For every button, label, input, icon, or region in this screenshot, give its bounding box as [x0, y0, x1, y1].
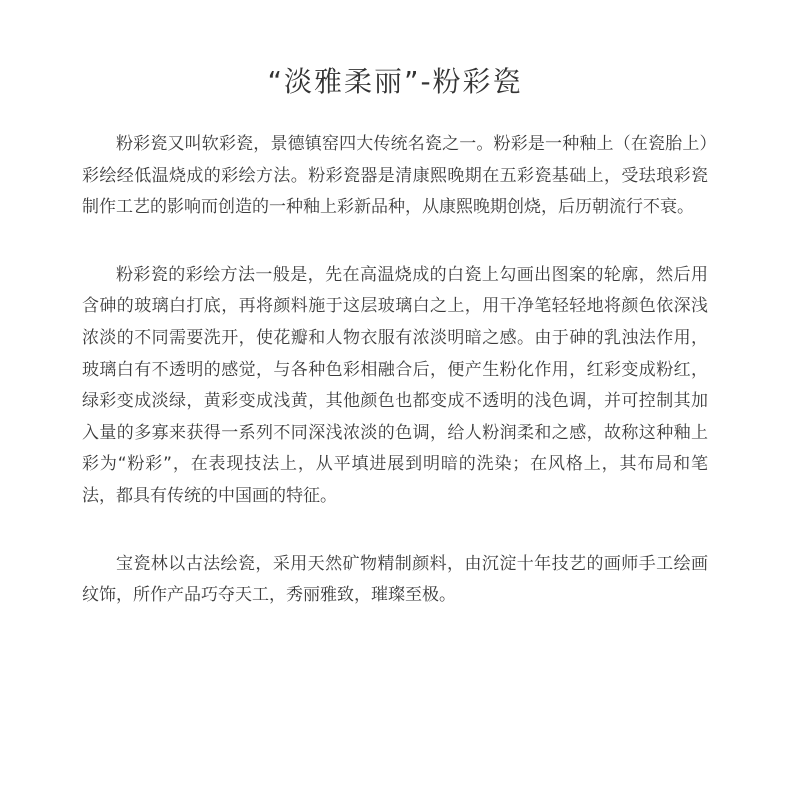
article-paragraph-technique: 粉彩瓷的彩绘方法一般是，先在高温烧成的白瓷上勾画出图案的轮廓，然后用含砷的玻璃白打底，再将颜料施于这层玻璃白之上，用干净笔轻轻地将颜色依深浅浓淡的不同需要洗开，使花瓣和人物衣服有浓淡明暗之感。由于砷的乳浊法作用，玻璃白有不透明的感觉，与各种色彩相融合后，便产生粉化作用，红彩变成粉红，绿彩变成淡绿，黄彩变成浅黄，其他颜色也都变成不透明的浅色调，并可控制其加入量的多寡来获得一系列不同深浅浓淡的色调，给人粉润柔和之感，故称这种釉上彩为“粉彩”，在表现技法上，从平填进展到明暗的洗染；在风格上，其布局和笔法，都具有传统的中国画的特征。: [82, 264, 708, 506]
article-paragraph-intro: 粉彩瓷又叫软彩瓷，景德镇窑四大传统名瓷之一。粉彩是一种釉上（在瓷胎上）彩绘经低温烧成的彩绘方法。粉彩瓷器是清康熙晚期在五彩瓷基础上，受珐琅彩瓷制作工艺的影响而创造的一种釉上彩新品种，从康熙晚期创烧，后历朝流行不衰。: [82, 134, 708, 218]
article-paragraph-brand: 宝瓷林以古法绘瓷，采用天然矿物精制颜料，由沉淀十年技艺的画师手工绘画纹饰，所作产品巧夺天工，秀丽雅致，璀璨至极。: [82, 553, 708, 606]
article-title: “淡雅柔丽”-粉彩瓷: [267, 65, 523, 98]
article-body: [82, 129, 708, 612]
